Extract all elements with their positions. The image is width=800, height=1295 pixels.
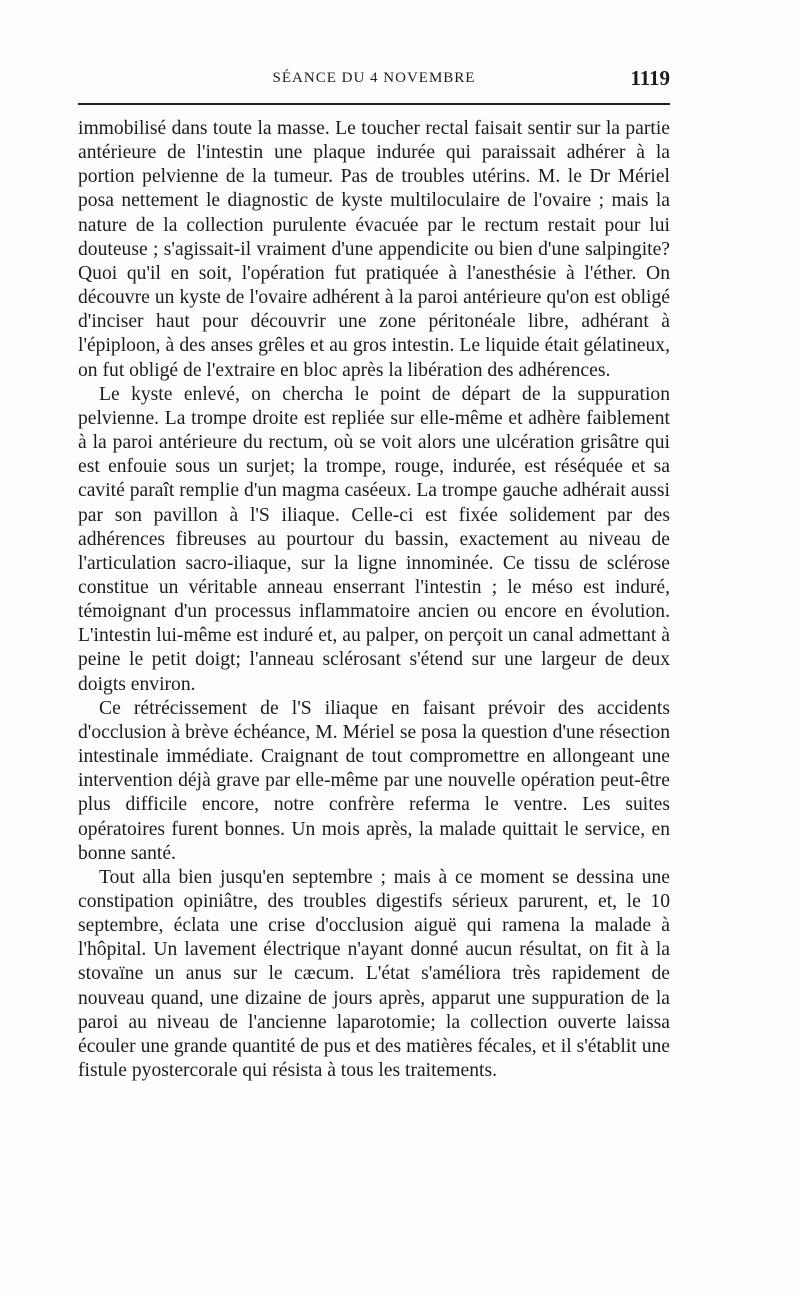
header-rule [78, 103, 670, 105]
paragraph-4: Tout alla bien jusqu'en septembre ; mais à ce moment se dessina une constipation opiniâtre, des troubles digestifs sérieux parurent, et, le 10 septembre, éclata une crise d'occlusion aiguë qui ramena la malade à l'hôpital. Un lavement électrique n'ayant donné aucun résultat, on fit à la stovaïne un anus sur le cæcum. L'état s'améliora très rapidement de nouveau quand, une dizaine de jours après, apparut une suppuration de la paroi au niveau de l'ancienne laparotomie; la collection ouverte laissa écouler une grande quantité de pus et des matières fécales, et il s'établit une fistule pyostercorale qui résista à tous les traitements. [78, 866, 670, 1082]
paragraph-1: immobilisé dans toute la masse. Le toucher rectal faisait sentir sur la partie antérieure de l'intestin une plaque indurée qui paraissait adhérer à la portion pelvienne de la tumeur. Pas de troubles utérins. M. le Dr Mériel posa nettement le diagnostic de kyste multiloculaire de l'ovaire ; mais la nature de la collection purulente évacuée par le rectum restait pour lui douteuse ; s'agissait-il vraiment d'une appendicite ou bien d'une salpingite? Quoi qu'il en soit, l'opération fut pratiquée à l'anesthésie à l'éther. On découvre un kyste de l'ovaire adhérent à la paroi antérieure qu'on est obligé d'inciser haut pour découvrir une zone péritonéale libre, adhérant à l'épiploon, à des anses grêles et au gros intestin. Le liquide était gélatineux, on fut obligé de l'extraire en bloc après la libération des adhérences. [78, 118, 670, 381]
paragraph-2: Le kyste enlevé, on chercha le point de départ de la suppuration pelvienne. La trompe droite est repliée sur elle-même et adhère faiblement à la paroi antérieure du rectum, où se voit alors une ulcération grisâtre qui est enfouie sous un surjet; la trompe, rouge, indurée, est réséquée et sa cavité paraît remplie d'un magma caséeux. La trompe gauche adhérait aussi par son pavillon à l'S iliaque. Celle-ci est fixée solidement par des adhérences fibreuses au pourtour du bassin, exactement au niveau de l'articulation sacro-iliaque, sur la ligne innominée. Ce tissu de sclérose constitue un véritable anneau enserrant l'intestin ; le méso est induré, témoignant d'un processus inflammatoire ancien ou encore en évolution. L'intestin lui-même est induré et, au palper, on perçoit un canal admettant à peine le petit doigt; l'anneau sclérosant s'étend sur une largeur de deux doigts environ. [78, 383, 670, 695]
page-header [78, 66, 670, 90]
body-text [78, 117, 670, 1083]
running-title: SÉANCE DU 4 NOVEMBRE [272, 70, 476, 86]
paragraph-3: Ce rétrécissement de l'S iliaque en faisant prévoir des accidents d'occlusion à brève échéance, M. Mériel se posa la question d'une résection intestinale immédiate. Craignant de tout compromettre en allongeant une intervention déjà grave par elle-même par une nouvelle opération peut-être plus difficile encore, notre confrère referma le ventre. Les suites opératoires furent bonnes. Un mois après, la malade quittait le service, en bonne santé. [78, 697, 670, 864]
page-number: 1119 [630, 66, 670, 90]
